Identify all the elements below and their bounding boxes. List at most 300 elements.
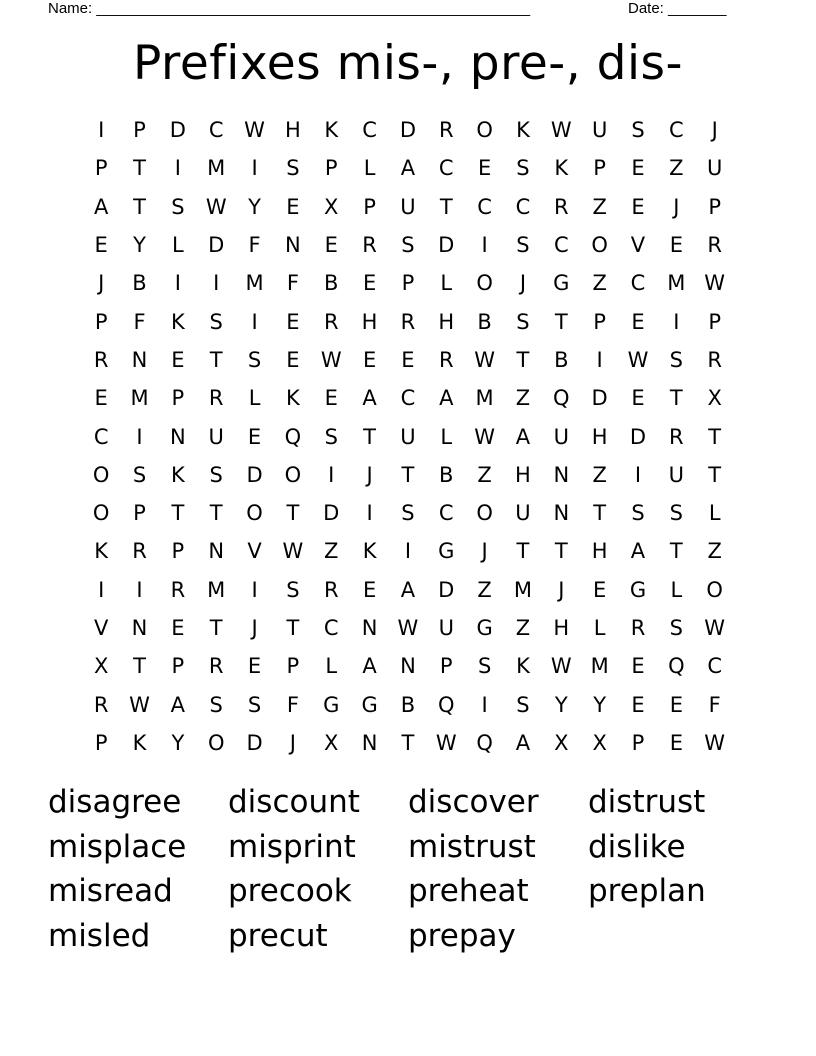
grid-letter: R bbox=[323, 309, 339, 334]
grid-letter: P bbox=[171, 386, 185, 411]
grid-letter: Z bbox=[669, 156, 684, 181]
grid-letter: L bbox=[440, 271, 453, 296]
grid-letter: E bbox=[477, 156, 492, 181]
grid-letter: Z bbox=[707, 539, 722, 564]
grid-letter: T bbox=[593, 501, 607, 526]
grid-letter: Y bbox=[554, 692, 568, 717]
grid-letter: S bbox=[209, 309, 223, 334]
grid-letter: W bbox=[704, 271, 726, 296]
grid-letter: Q bbox=[668, 654, 685, 679]
grid-letter: Y bbox=[133, 233, 146, 258]
grid-letter: X bbox=[324, 730, 339, 755]
grid-letter: C bbox=[668, 118, 684, 143]
grid-letter: M bbox=[667, 271, 686, 296]
word-bank-item: dislike bbox=[588, 828, 686, 865]
grid-letter: J bbox=[366, 462, 373, 487]
grid-letter: Y bbox=[593, 692, 607, 717]
grid-letter: L bbox=[248, 386, 261, 411]
grid-letter: E bbox=[631, 309, 645, 334]
grid-letter: S bbox=[209, 462, 223, 487]
grid-letter: Z bbox=[592, 194, 607, 219]
grid-letter: S bbox=[516, 692, 530, 717]
grid-letter: S bbox=[669, 616, 683, 640]
grid-letter: L bbox=[708, 501, 721, 526]
grid-letter: C bbox=[515, 194, 531, 219]
word-bank-item: discover bbox=[408, 784, 539, 820]
grid-letter: W bbox=[397, 616, 419, 640]
grid-letter: R bbox=[170, 577, 186, 602]
grid-letter: J bbox=[98, 271, 105, 296]
grid-letter: D bbox=[438, 577, 455, 602]
grid-letter: I bbox=[634, 462, 642, 487]
grid-letter: O bbox=[246, 501, 263, 526]
grid-letter: T bbox=[209, 616, 223, 640]
grid-letter: W bbox=[320, 347, 342, 372]
grid-letter: G bbox=[323, 692, 340, 717]
grid-letter: R bbox=[93, 347, 109, 372]
word-bank-item: mistrust bbox=[408, 828, 536, 865]
grid-letter: Z bbox=[324, 539, 339, 564]
grid-letter: R bbox=[400, 309, 416, 334]
grid-letter: B bbox=[400, 692, 416, 717]
grid-letter: K bbox=[516, 654, 530, 679]
grid-letter: L bbox=[670, 577, 683, 602]
grid-letter: U bbox=[438, 616, 454, 640]
grid-letter: Z bbox=[515, 616, 531, 640]
grid-letter: F bbox=[286, 692, 299, 717]
grid-letter: L bbox=[440, 424, 453, 449]
grid-letter: D bbox=[246, 730, 263, 755]
grid-letter: Y bbox=[248, 194, 261, 219]
grid-letter: Z bbox=[515, 386, 531, 411]
grid-letter: P bbox=[439, 654, 453, 679]
grid-letter: P bbox=[324, 156, 338, 181]
grid-letter: P bbox=[363, 194, 376, 219]
grid-letter: P bbox=[171, 654, 185, 679]
grid-letter: I bbox=[251, 577, 258, 602]
grid-letter: I bbox=[328, 462, 335, 487]
grid-letter: I bbox=[673, 309, 680, 334]
grid-letter: P bbox=[286, 654, 300, 679]
grid-letter: C bbox=[400, 386, 416, 411]
grid-letter: E bbox=[362, 347, 377, 372]
grid-letter: M bbox=[207, 156, 226, 181]
word-bank-item: misplace bbox=[48, 828, 187, 865]
grid-letter: C bbox=[630, 271, 646, 296]
grid-letter: L bbox=[593, 616, 606, 640]
grid-letter: B bbox=[554, 347, 569, 372]
grid-letter: T bbox=[439, 194, 453, 219]
grid-letter: G bbox=[438, 539, 455, 564]
word-bank-item: precook bbox=[228, 873, 352, 910]
grid-letter: N bbox=[170, 424, 186, 449]
grid-letter: O bbox=[284, 462, 302, 487]
grid-letter: K bbox=[324, 118, 339, 143]
grid-letter: T bbox=[669, 386, 683, 411]
grid-letter: K bbox=[554, 156, 569, 181]
grid-letter: J bbox=[251, 616, 258, 640]
grid-letter: S bbox=[286, 156, 300, 181]
grid-letter: K bbox=[94, 539, 109, 564]
grid-letter: A bbox=[515, 424, 531, 449]
grid-letter: R bbox=[554, 194, 569, 219]
grid-letter: C bbox=[553, 233, 569, 258]
grid-letter: Q bbox=[476, 730, 493, 755]
grid-letter: H bbox=[361, 309, 378, 334]
grid-letter: T bbox=[516, 539, 530, 564]
grid-letter: U bbox=[706, 156, 723, 181]
grid-letter: G bbox=[553, 271, 570, 296]
grid-letter: E bbox=[324, 233, 338, 258]
grid-letter: E bbox=[286, 194, 300, 219]
grid-letter: T bbox=[708, 462, 722, 487]
grid-letter: Z bbox=[477, 462, 492, 487]
grid-letter: J bbox=[481, 539, 488, 564]
grid-letter: J bbox=[289, 730, 296, 755]
grid-letter: Z bbox=[592, 271, 607, 296]
grid-letter: N bbox=[361, 730, 378, 755]
grid-letter: I bbox=[174, 156, 181, 181]
grid-letter: W bbox=[550, 118, 572, 143]
grid-letter: R bbox=[208, 654, 224, 679]
grid-letter: E bbox=[362, 577, 377, 602]
grid-letter: U bbox=[668, 462, 685, 487]
grid-letter: V bbox=[630, 233, 646, 258]
grid-letter: K bbox=[286, 386, 300, 411]
grid-letter: I bbox=[136, 424, 143, 449]
grid-letter: M bbox=[475, 386, 494, 411]
grid-letter: X bbox=[592, 730, 607, 755]
grid-letter: R bbox=[438, 347, 454, 372]
grid-letter: T bbox=[209, 347, 223, 372]
grid-letter: U bbox=[400, 424, 416, 449]
grid-letter: T bbox=[286, 501, 300, 526]
grid-letter: H bbox=[284, 118, 301, 143]
grid-letter: I bbox=[481, 692, 488, 717]
grid-letter: R bbox=[438, 118, 454, 143]
grid-letter: X bbox=[324, 194, 339, 219]
grid-letter: I bbox=[98, 118, 105, 143]
grid-letter: W bbox=[435, 730, 457, 755]
grid-letter: P bbox=[94, 309, 108, 334]
grid-letter: Z bbox=[477, 577, 492, 602]
grid-letter: T bbox=[554, 309, 568, 334]
grid-letter: F bbox=[286, 271, 299, 296]
grid-letter: X bbox=[707, 386, 722, 411]
grid-letter: J bbox=[711, 118, 718, 143]
grid-letter: S bbox=[669, 347, 683, 372]
word-bank-item: disagree bbox=[48, 784, 182, 820]
grid-letter: P bbox=[94, 730, 108, 755]
grid-letter: E bbox=[631, 386, 645, 411]
grid-letter: E bbox=[631, 654, 645, 679]
word-bank-item: preplan bbox=[588, 873, 706, 910]
grid-letter: T bbox=[209, 501, 223, 526]
grid-letter: V bbox=[93, 616, 109, 640]
grid-letter: R bbox=[630, 616, 646, 640]
grid-letter: B bbox=[477, 309, 492, 334]
grid-letter: T bbox=[133, 654, 146, 679]
grid-letter: G bbox=[476, 616, 493, 640]
grid-letter: C bbox=[707, 654, 722, 679]
grid-letter: E bbox=[362, 271, 377, 296]
grid-letter: T bbox=[401, 730, 415, 755]
grid-letter: M bbox=[590, 654, 609, 679]
grid-letter: P bbox=[593, 156, 606, 181]
grid-letter: I bbox=[98, 577, 105, 602]
word-bank-item: preheat bbox=[408, 873, 529, 910]
grid-letter: O bbox=[92, 462, 110, 487]
grid-letter: W bbox=[550, 654, 572, 679]
grid-letter: N bbox=[131, 616, 148, 640]
grid-letter: W bbox=[282, 539, 304, 564]
grid-letter: E bbox=[286, 347, 300, 372]
grid-letter: M bbox=[245, 271, 264, 296]
grid-letter: O bbox=[476, 271, 493, 296]
grid-letter: J bbox=[519, 271, 527, 296]
grid-letter: D bbox=[208, 233, 225, 258]
grid-letter: P bbox=[631, 730, 645, 755]
grid-letter: I bbox=[136, 577, 143, 602]
grid-letter: C bbox=[477, 194, 492, 219]
grid-letter: D bbox=[629, 424, 647, 449]
grid-letter: S bbox=[516, 233, 530, 258]
grid-letter: W bbox=[704, 616, 726, 640]
word-search-grid bbox=[82, 111, 734, 762]
grid-letter: L bbox=[172, 233, 184, 258]
grid-letter: I bbox=[596, 347, 603, 372]
word-bank-item: discount bbox=[228, 784, 360, 820]
grid-letter: Q bbox=[553, 386, 570, 411]
grid-letter: W bbox=[627, 347, 649, 372]
grid-letter: E bbox=[669, 730, 683, 755]
grid-letter: I bbox=[481, 233, 488, 258]
grid-letter: E bbox=[94, 233, 108, 258]
grid-letter: J bbox=[673, 194, 680, 219]
grid-letter: E bbox=[324, 386, 338, 411]
grid-letter: T bbox=[133, 194, 146, 219]
grid-letter: C bbox=[362, 118, 377, 143]
grid-letter: U bbox=[208, 424, 224, 449]
grid-letter: P bbox=[94, 156, 108, 181]
grid-letter: A bbox=[439, 386, 454, 411]
grid-letter: I bbox=[251, 309, 258, 334]
grid-letter: K bbox=[170, 462, 185, 487]
grid-letter: T bbox=[516, 347, 530, 372]
grid-letter: R bbox=[669, 424, 684, 449]
page-title: Prefixes mis-, pre-, dis- bbox=[133, 36, 683, 91]
grid-letter: J bbox=[558, 577, 565, 602]
grid-letter: R bbox=[93, 692, 109, 717]
grid-letter: N bbox=[208, 539, 225, 564]
word-bank-item: misprint bbox=[228, 828, 356, 865]
grid-letter: Z bbox=[592, 462, 607, 487]
grid-letter: D bbox=[169, 118, 186, 143]
grid-letter: W bbox=[704, 730, 726, 755]
grid-letter: T bbox=[708, 424, 722, 449]
grid-letter: I bbox=[366, 501, 373, 526]
grid-letter: E bbox=[94, 386, 108, 411]
grid-letter: X bbox=[554, 730, 569, 755]
grid-letter: E bbox=[631, 194, 645, 219]
grid-letter: D bbox=[591, 386, 608, 411]
grid-letter: F bbox=[248, 233, 261, 258]
grid-letter: B bbox=[324, 271, 339, 296]
grid-letter: P bbox=[133, 501, 146, 526]
grid-letter: W bbox=[205, 194, 227, 219]
grid-letter: T bbox=[363, 424, 376, 449]
grid-letter: E bbox=[401, 347, 415, 372]
grid-letter: A bbox=[93, 194, 109, 219]
grid-letter: N bbox=[131, 347, 148, 372]
grid-letter: W bbox=[474, 424, 495, 449]
grid-letter: E bbox=[171, 347, 185, 372]
grid-letter: B bbox=[439, 462, 454, 487]
grid-letter: E bbox=[593, 577, 607, 602]
grid-letter: M bbox=[513, 577, 533, 602]
grid-letter: I bbox=[213, 271, 220, 296]
grid-letter: E bbox=[631, 156, 645, 181]
grid-letter: A bbox=[515, 730, 531, 755]
grid-letter: O bbox=[476, 118, 493, 143]
grid-letter: O bbox=[92, 501, 110, 526]
word-bank-item: distrust bbox=[588, 784, 706, 820]
grid-letter: E bbox=[286, 309, 300, 334]
grid-letter: M bbox=[130, 386, 149, 411]
grid-letter: P bbox=[593, 309, 606, 334]
grid-letter: A bbox=[400, 577, 416, 602]
grid-letter: K bbox=[170, 309, 185, 334]
grid-letter: O bbox=[476, 501, 493, 526]
name-field: Name: ____________________________________________________ bbox=[48, 0, 531, 17]
grid-letter: W bbox=[129, 692, 150, 717]
grid-letter: C bbox=[438, 501, 454, 526]
grid-letter: I bbox=[174, 271, 181, 296]
grid-letter: C bbox=[323, 616, 339, 640]
grid-letter: Y bbox=[171, 730, 185, 755]
grid-letter: T bbox=[171, 501, 185, 526]
grid-letter: L bbox=[325, 654, 338, 679]
grid-letter: P bbox=[171, 539, 185, 564]
grid-letter: S bbox=[286, 577, 300, 602]
grid-letter: O bbox=[207, 730, 225, 755]
grid-letter: S bbox=[171, 194, 185, 219]
grid-letter: R bbox=[323, 577, 339, 602]
grid-letter: T bbox=[554, 539, 568, 564]
grid-letter: S bbox=[247, 347, 262, 372]
grid-letter: A bbox=[170, 692, 186, 717]
grid-letter: Q bbox=[438, 692, 455, 717]
grid-letter: T bbox=[401, 462, 415, 487]
grid-letter: U bbox=[400, 194, 416, 219]
grid-letter: M bbox=[207, 577, 226, 602]
grid-letter: E bbox=[669, 692, 683, 717]
grid-letter: C bbox=[208, 118, 224, 143]
grid-letter: V bbox=[247, 539, 262, 564]
grid-letter: Q bbox=[284, 424, 302, 449]
grid-letter: U bbox=[515, 501, 531, 526]
grid-letter: R bbox=[707, 347, 722, 372]
grid-letter: T bbox=[133, 156, 146, 181]
grid-letter: G bbox=[361, 692, 378, 717]
grid-letter: N bbox=[400, 654, 416, 679]
grid-letter: E bbox=[669, 233, 683, 258]
grid-letter: I bbox=[251, 156, 258, 181]
grid-letter: S bbox=[631, 118, 645, 143]
grid-letter: B bbox=[132, 271, 147, 296]
grid-letter: D bbox=[399, 118, 416, 143]
grid-letter: U bbox=[591, 118, 608, 143]
grid-letter: S bbox=[401, 233, 415, 258]
grid-letter: S bbox=[209, 692, 223, 717]
grid-letter: K bbox=[362, 539, 377, 564]
grid-letter: S bbox=[132, 462, 147, 487]
grid-letter: G bbox=[629, 577, 647, 602]
grid-letter: C bbox=[438, 156, 454, 181]
grid-letter: E bbox=[171, 616, 185, 640]
grid-letter: I bbox=[404, 539, 412, 564]
grid-letter: F bbox=[708, 692, 721, 717]
grid-letter: S bbox=[631, 501, 645, 526]
grid-letter: H bbox=[591, 539, 608, 564]
grid-letter: S bbox=[516, 156, 530, 181]
grid-letter: T bbox=[669, 539, 683, 564]
grid-letter: D bbox=[323, 501, 340, 526]
grid-letter: S bbox=[401, 501, 415, 526]
grid-letter: E bbox=[247, 654, 262, 679]
grid-letter: S bbox=[516, 309, 530, 334]
grid-letter: D bbox=[438, 233, 455, 258]
grid-letter: F bbox=[133, 309, 146, 334]
grid-letter: E bbox=[247, 424, 262, 449]
grid-letter: X bbox=[93, 654, 109, 679]
grid-letter: N bbox=[553, 501, 570, 526]
grid-letter: A bbox=[630, 539, 646, 564]
grid-letter: S bbox=[324, 424, 338, 449]
grid-letter: K bbox=[516, 118, 530, 143]
grid-letter: S bbox=[669, 501, 683, 526]
grid-letter: D bbox=[246, 462, 263, 487]
grid-letter: S bbox=[477, 654, 492, 679]
grid-letter: W bbox=[474, 347, 495, 372]
grid-letter: A bbox=[362, 386, 377, 411]
word-bank-item: misread bbox=[48, 873, 173, 910]
grid-letter: O bbox=[706, 577, 723, 602]
word-bank-item: prepay bbox=[408, 918, 516, 955]
grid-letter: R bbox=[362, 233, 377, 258]
word-bank-item: misled bbox=[48, 918, 151, 955]
grid-letter: P bbox=[133, 118, 146, 143]
grid-letter: H bbox=[591, 424, 608, 449]
grid-letter: P bbox=[708, 194, 721, 219]
grid-letter: L bbox=[363, 156, 376, 181]
grid-letter: H bbox=[438, 309, 455, 334]
grid-letter: E bbox=[631, 692, 645, 717]
grid-letter: N bbox=[553, 462, 570, 487]
grid-letter: R bbox=[707, 233, 722, 258]
grid-letter: K bbox=[132, 730, 147, 755]
grid-letter: N bbox=[361, 616, 378, 640]
grid-letter: O bbox=[591, 233, 608, 258]
grid-letter: A bbox=[400, 156, 416, 181]
grid-letter: P bbox=[708, 309, 721, 334]
grid-letter: R bbox=[132, 539, 147, 564]
grid-letter: T bbox=[286, 616, 300, 640]
grid-letter: C bbox=[93, 424, 109, 449]
grid-letter: W bbox=[244, 118, 265, 143]
grid-letter: U bbox=[553, 424, 569, 449]
grid-letter: P bbox=[401, 271, 415, 296]
